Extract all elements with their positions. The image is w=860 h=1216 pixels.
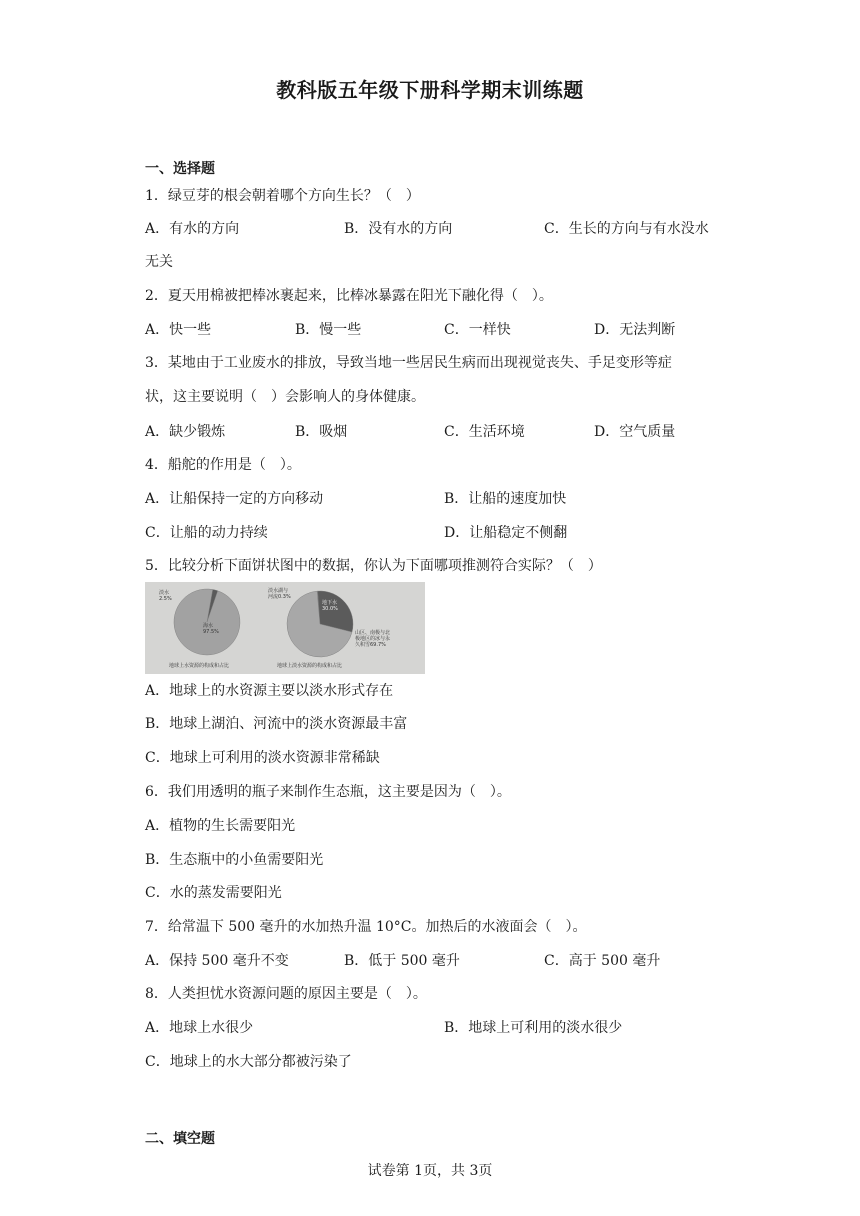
pie-slice-label: 海水 97.5% [203, 623, 219, 635]
question-4-option-a: A．让船保持一定的方向移动 [145, 491, 324, 507]
section-heading-choice: 一、选择题 [145, 161, 215, 177]
question-3-option-a: A．缺少锻炼 [145, 424, 226, 440]
question-6-option-a: A．植物的生长需要阳光 [145, 818, 296, 834]
question-6-option-c: C．水的蒸发需要阳光 [145, 885, 282, 901]
page-footer: 试卷第 1页，共 3页 [367, 1163, 493, 1179]
question-3-option-b: B．吸烟 [295, 424, 348, 440]
question-4-option-b: B．让船的速度加快 [444, 491, 567, 507]
question-1-stem: 1．绿豆芽的根会朝着哪个方向生长？（ ） [145, 188, 420, 204]
pie-slice-label: 地下水 30.0% [322, 600, 338, 612]
question-1-option-c-continued: 无关 [145, 254, 173, 270]
question-7-option-a: A．保持 500 毫升不变 [145, 953, 289, 969]
question-5-option-b: B．地球上湖泊、河流中的淡水资源最丰富 [145, 716, 408, 732]
question-8-stem: 8．人类担忧水资源问题的原因主要是（ ）。 [145, 986, 427, 1002]
question-1-option-a: A．有水的方向 [145, 221, 240, 237]
question-7-stem: 7．给常温下 500 毫升的水加热升温 10°C。加热后的水液面会（ ）。 [145, 919, 587, 935]
question-7-option-c: C．高于 500 毫升 [544, 953, 661, 969]
question-5-option-a: A．地球上的水资源主要以淡水形式存在 [145, 683, 394, 699]
question-3-stem-line-1: 3．某地由于工业废水的排放，导致当地一些居民生病而出现视觉丧失、手足变形等症 [145, 355, 672, 371]
pie-charts-figure [145, 582, 425, 674]
pie-1-caption: 地球上水资源的构成和占比 [169, 663, 230, 669]
question-2-stem: 2．夏天用棉被把棒冰裹起来，比棒冰暴露在阳光下融化得（ ）。 [145, 288, 553, 304]
question-7-option-b: B．低于 500 毫升 [344, 953, 460, 969]
question-4-stem: 4．船舵的作用是（ ）。 [145, 457, 301, 473]
question-2-option-d: D．无法判断 [594, 322, 676, 338]
page-title: 教科版五年级下册科学期末训练题 [276, 78, 584, 102]
question-6-stem: 6．我们用透明的瓶子来制作生态瓶，这主要是因为（ ）。 [145, 784, 511, 800]
question-8-option-b: B．地球上可利用的淡水很少 [444, 1020, 623, 1036]
question-2-option-a: A．快一些 [145, 322, 212, 338]
question-8-option-c: C．地球上的水大部分都被污染了 [145, 1054, 352, 1070]
question-1-option-b: B．没有水的方向 [344, 221, 453, 237]
pie-slice-label: 山区、南极与北极地区的冰与永久积雪69.7% [355, 630, 391, 648]
question-1-option-c: C．生长的方向与有水没水 [544, 221, 709, 237]
question-3-stem-line-2: 状，这主要说明（ ）会影响人的身体健康。 [145, 389, 425, 405]
question-3-option-d: D．空气质量 [594, 424, 676, 440]
question-4-option-c: C．让船的动力持续 [145, 525, 268, 541]
pie-2-caption: 地球上淡水资源的构成和占比 [277, 663, 343, 669]
question-2-option-c: C．一样快 [444, 322, 511, 338]
question-3-option-c: C．生活环境 [444, 424, 525, 440]
pie-chart-freshwater-resources [287, 591, 353, 657]
question-5-option-c: C．地球上可利用的淡水资源非常稀缺 [145, 750, 380, 766]
question-8-option-a: A．地球上水很少 [145, 1020, 254, 1036]
question-2-option-b: B．慢一些 [295, 322, 362, 338]
pie-chart-water-resources [174, 589, 240, 655]
pie-slice [174, 589, 240, 655]
pie-slice-label: 淡水湖与河流0.3% [268, 588, 291, 600]
pie-slice-label: 淡水 2.5% [159, 590, 172, 602]
pie-charts-svg [145, 582, 425, 674]
question-6-option-b: B．生态瓶中的小鱼需要阳光 [145, 852, 324, 868]
section-heading-fill-blank: 二、填空题 [145, 1131, 215, 1147]
question-5-stem: 5．比较分析下面饼状图中的数据，你认为下面哪项推测符合实际？（ ） [145, 558, 602, 574]
question-4-option-d: D．让船稳定不侧翻 [444, 525, 568, 541]
